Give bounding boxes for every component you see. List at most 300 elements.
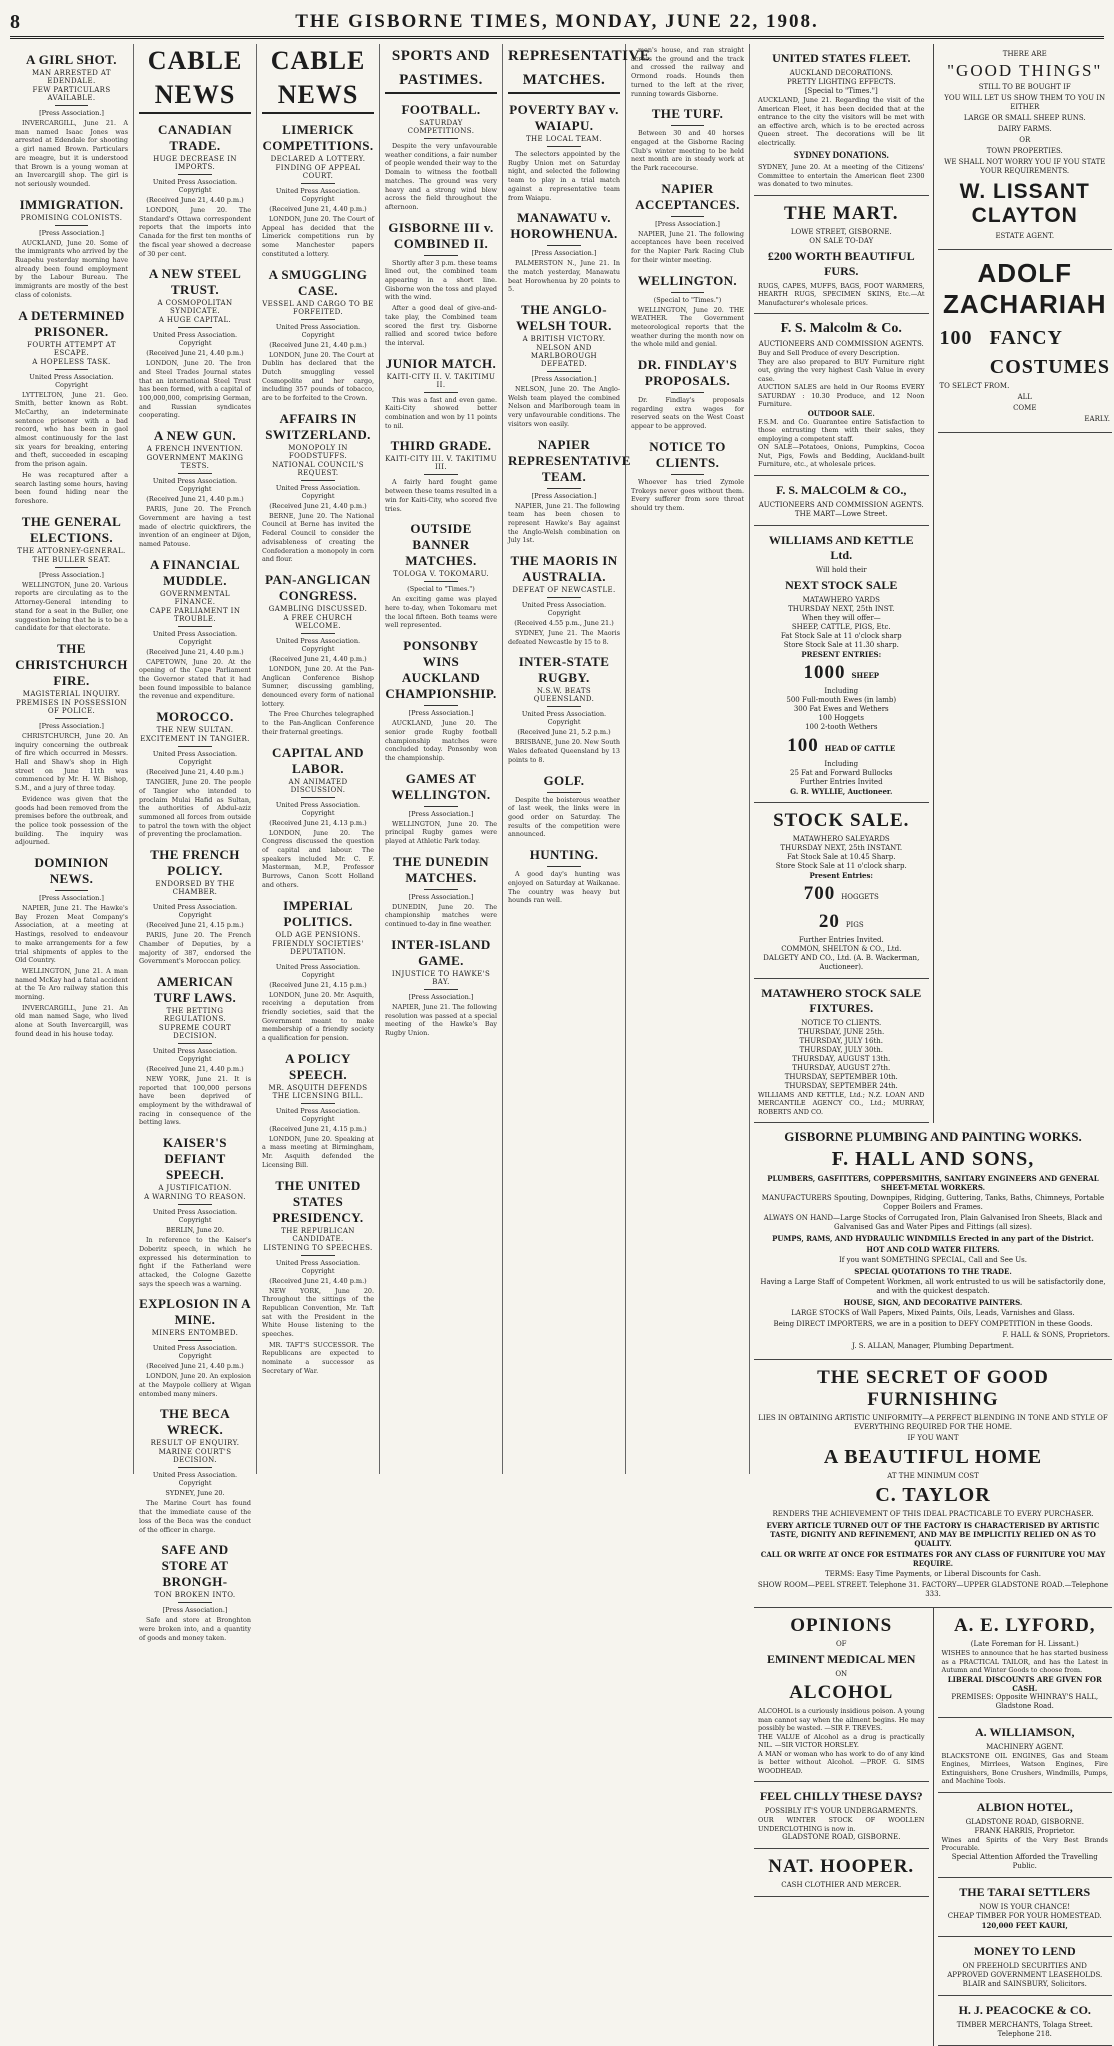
peacocke-tel: Telephone 218. <box>997 2029 1052 2038</box>
story-subheading: AN ANIMATED DISCUSSION. <box>288 777 348 794</box>
opinions-advert <box>754 1608 929 1782</box>
story-dateline: (Received June 21, 4.40 p.m.) <box>269 340 367 349</box>
headline-rule <box>55 225 89 226</box>
plumbing-headline: GISBORNE PLUMBING AND PAINTING WORKS. <box>784 1129 1082 1144</box>
story-subheading: A WARNING TO REASON. <box>144 1193 246 1202</box>
story-credit: [Press Association.] <box>39 228 104 237</box>
story-headline: A GIRL SHOT. <box>26 52 117 67</box>
story-credit: United Press Association. Copyright <box>152 903 238 920</box>
outdoor-sale-head: OUTDOOR SALE. <box>807 408 875 418</box>
clayton-role: ESTATE AGENT. <box>995 232 1055 240</box>
outdoor-sale-body: F.S.M. and Co. Guarantee entire Satisfaction to those entrusting them with their sales, they employing a competent staff. <box>758 417 925 443</box>
story-headline: GOLF. <box>543 772 585 788</box>
news-story <box>139 557 251 702</box>
story-credit: United Press Association. Copyright <box>152 477 238 494</box>
headline-rule <box>301 319 335 320</box>
story-paragraph: DUNEDIN, June 20. The championship matches were continued to-day in fine weather. <box>385 902 497 929</box>
story-paragraph: Safe and store at Bronghton were broken into, and a quantity of goods and money taken. <box>139 1616 251 1642</box>
news-story <box>385 854 497 929</box>
albion-prop: FRANK HARRIS, Proprietor. <box>974 1826 1076 1835</box>
stocksale-further: Further Entries Invited. <box>798 935 884 944</box>
news-story <box>139 122 251 258</box>
hooper-advert <box>754 1849 929 1897</box>
headline-rule <box>55 369 89 370</box>
plumbing-name: F. HALL AND SONS, <box>831 1148 1035 1170</box>
story-headline: THIRD GRADE. <box>390 438 492 454</box>
story-headline: WELLINGTON. <box>637 272 738 288</box>
secret-terms: TERMS: Easy Time Payments, or Liberal Discounts for Cash. <box>825 1570 1041 1578</box>
opinions-head: OPINIONS <box>790 1615 893 1636</box>
story-headline: A NEW GUN. <box>153 428 237 444</box>
story-subheading: A FREE CHURCH WELCOME. <box>283 613 353 630</box>
zachariah-all: ALL <box>1017 393 1032 401</box>
feel-address: GLADSTONE ROAD, GISBORNE. <box>782 1833 901 1841</box>
story-headline: A FINANCIAL MUDDLE. <box>150 556 240 588</box>
story-headline: THE FRENCH POLICY. <box>150 847 240 879</box>
story-headline: A DETERMINED PRISONER. <box>18 307 125 339</box>
plumbing-trades: PLUMBERS, GASFITTERS, COPPERSMITHS, SANITARY ENGINEERS AND GENERAL SHEET-METAL WORKERS. <box>767 1174 1099 1192</box>
good-things-advert <box>938 44 1113 250</box>
headline-rule <box>547 488 581 489</box>
news-story <box>631 181 744 265</box>
story-credit: [Press Association.] <box>408 709 474 718</box>
lyford-name: A. E. LYFORD, <box>953 1615 1096 1636</box>
story-subheading: GAMBLING DISCUSSED. <box>268 604 368 613</box>
stocksale-date: THURSDAY NEXT, 25th INSTANT. <box>780 843 903 852</box>
williams-e3: 100 Hoggets <box>818 713 864 722</box>
clayton-name: W. LISSANT CLAYTON <box>959 180 1090 227</box>
story-headline: AFFAIRS IN SWITZERLAND. <box>265 410 371 442</box>
column-5 <box>503 44 651 1474</box>
column-4 <box>380 44 503 1474</box>
malcolm-advert <box>754 314 929 476</box>
lyford-premises: PREMISES: Opposite WHINRAY'S HALL, Gladstone Road. <box>951 1692 1099 1710</box>
zachariah-name: ADOLF ZACHARIAH <box>942 258 1107 319</box>
story-credit: United Press Association. Copyright <box>152 1471 238 1488</box>
story-subheading: THE REPUBLICAN CANDIDATE. <box>281 1226 355 1243</box>
malcolm2-mart: THE MART—Lowe Street. <box>794 509 888 518</box>
story-headline: IMPERIAL POLITICS. <box>283 897 353 929</box>
williams-kettle-advert <box>754 526 929 803</box>
opinions-on: ON <box>835 1670 848 1678</box>
story-headline: THE ANGLO-WELSH TOUR. <box>516 302 612 334</box>
story-dateline: (Received June 21, 4.13 p.m.) <box>269 818 367 827</box>
zachariah-early: EARLY. <box>1084 415 1110 423</box>
story-headline: OUTSIDE BANNER MATCHES. <box>405 521 477 569</box>
headline-rule <box>424 889 458 890</box>
williams-date: THURSDAY NEXT, 25th INST. <box>788 604 895 613</box>
story-credit: (Special to "Times.") <box>407 585 475 594</box>
story-paragraph: BERNE, June 20. The National Council at Berne has invited the Federal Council to consider the advisableness of creating the Confederation a monopoly in corn and flour. <box>262 511 374 564</box>
story-headline: DOMINION NEWS. <box>34 855 109 887</box>
story-headline: SAFE AND STORE AT BRONGH- <box>161 1542 229 1590</box>
headline-rule <box>301 1255 335 1256</box>
story-headline: IMMIGRATION. <box>19 196 124 212</box>
news-story <box>262 898 374 1043</box>
story-headline: EXPLOSION IN A MINE. <box>139 1296 251 1328</box>
column-6 <box>626 44 750 1474</box>
story-paragraph: NAPIER, June 21. The Hawke's Bay Frozen Meat Company's Association, at a meeting at Hastings, resolved to endeavour to make arrangements for a few trial shipments of apples to the Old Country. <box>15 904 128 965</box>
story-paragraph: A fairly hard fought game between these teams resulted in a win for Kaiti-City, who scored five tries. <box>385 478 497 513</box>
zachariah-come: COME <box>1013 404 1037 412</box>
story-dateline: (Received June 21, 4.40 p.m.) <box>146 647 244 656</box>
williamson-sub: MACHINERY AGENT. <box>986 1742 1064 1751</box>
stocksale-headline: STOCK SALE. <box>773 809 910 831</box>
williams-stock: SHEEP, CATTLE, PIGS, Etc. <box>791 622 891 631</box>
williams-name: WILLIAMS AND KETTLE Ltd. <box>768 532 914 562</box>
story-subheading: NELSON AND MARLBOROUGH DEFEATED. <box>530 344 598 369</box>
fixture-date: THURSDAY, JULY 30th. <box>799 1045 883 1054</box>
headline-rule <box>178 1204 212 1205</box>
story-credit: [Press Association.] <box>408 992 474 1001</box>
kauri-feet: 120,000 FEET KAURI, <box>981 1920 1068 1930</box>
story-credit: [Press Association.] <box>39 109 104 117</box>
headline-rule <box>547 792 581 793</box>
story-credit: United Press Association. Copyright <box>152 1208 238 1225</box>
stocksale-n2: 20 <box>818 910 840 932</box>
williams-present: PRESENT ENTRIES: <box>801 649 882 659</box>
story-headline: THE DUNEDIN MATCHES. <box>393 853 489 885</box>
money-advert <box>938 1937 1113 1996</box>
fleet-article <box>754 44 929 196</box>
plumbing-direct: Being DIRECT IMPORTERS, we are in a position to DEFY COMPETITION in these Goods. <box>773 1320 1093 1328</box>
story-credit: United Press Association. Copyright <box>275 187 361 203</box>
story-paragraph: LONDON, June 20. An explosion at the Maypole colliery at Wigan entombed many miners. <box>139 1372 251 1398</box>
stocksale-n1: 700 <box>803 882 836 904</box>
story-paragraph: NEW YORK, June 21. It is reported that 100,000 persons have been deprived of employment by the withdrawal of racing in consequence of the betting laws. <box>139 1074 251 1127</box>
feel-chilly-advert <box>754 1782 929 1849</box>
news-story <box>508 773 620 840</box>
news-story <box>139 1296 251 1398</box>
story-headline: HUNTING. <box>529 847 599 863</box>
story-subheading: MAN ARRESTED AT EDENDALE. <box>31 69 112 85</box>
news-story <box>385 438 497 513</box>
story-subheading: TOLOGA V. TOKOMARU. <box>393 570 489 579</box>
story-dateline: (Received June 21, 4.15 p.m.) <box>269 980 367 989</box>
matawhero-headline: MATAWHERO STOCK SALE FIXTURES. <box>761 985 922 1015</box>
story-credit: [Press Association.] <box>531 249 597 258</box>
secret-show: SHOW ROOM—PEEL STREET. Telephone 31. FACTORY—UPPER GLADSTONE ROAD.—Telephone 333. <box>757 1581 1109 1598</box>
mart-location: LOWE STREET, GISBORNE. <box>790 227 892 236</box>
news-story <box>508 302 620 429</box>
news-story <box>508 436 631 546</box>
story-paragraph: BRISBANE, June 20. New South Wales defeated Queensland by 13 points to 8. <box>508 738 620 764</box>
peacocke-name: H. J. PEACOCKE & CO. <box>958 2002 1091 2017</box>
news-story <box>15 52 128 189</box>
story-subheading: MAGISTERIAL INQUIRY. <box>22 689 121 698</box>
headline-rule <box>178 1602 212 1603</box>
story-paragraph: This was a fast and even game. Kaiti-City showed better combination and won by 11 points to nil. <box>385 395 497 430</box>
plumbing-mgr: J. S. ALLAN, Manager, Plumbing Department. <box>852 1342 1014 1350</box>
story-subheading: GOVERNMENT MAKING TESTS. <box>146 454 244 471</box>
headline-rule <box>55 105 89 106</box>
lyford-sub: (Late Foreman for H. Lissant.) <box>970 1640 1079 1648</box>
story-credit: [Press Association.] <box>39 721 104 730</box>
story-paragraph: He was recaptured after a search lasting some hours, having been found hiding near the foreshore. <box>15 470 128 505</box>
mart-headline: THE MART. <box>783 202 899 224</box>
story-credit: United Press Association. Copyright <box>275 800 361 817</box>
story-paragraph: The selectors appointed by the Rugby Union met on Saturday night, and selected the following team to play in a trial match against a representative team from Waiapu. <box>508 150 620 202</box>
news-story <box>139 1542 251 1642</box>
secret-home: A BEAUTIFUL HOME <box>823 1446 1043 1468</box>
fleet-headline: UNITED STATES FLEET. <box>772 51 911 65</box>
malcolm-advert-2 <box>754 476 929 526</box>
story-headline: POVERTY BAY v. WAIAPU. <box>509 102 619 133</box>
opinions-q1: ALCOHOL is a curiously insidious poison. A young man cannot say when the ailment begins. He may possibly be wasted. —SIR F. TREVES. <box>758 1707 925 1732</box>
tarai-now: NOW IS YOUR CHANCE! <box>979 1902 1071 1911</box>
opinions-alcohol: ALCOHOL <box>789 1682 894 1703</box>
plumbing-house: HOUSE, SIGN, AND DECORATIVE PAINTERS. <box>843 1298 1023 1307</box>
story-credit: United Press Association. Copyright <box>152 178 238 194</box>
williams-further: Further Entries Invited <box>799 777 883 786</box>
story-credit: United Press Association. Copyright <box>152 629 238 646</box>
tarai-cheap: CHEAP TIMBER FOR YOUR HOMESTEAD. <box>947 1911 1102 1920</box>
headline-rule <box>671 292 705 293</box>
news-story <box>139 847 251 966</box>
albion-name: ALBION HOTEL, <box>976 1799 1073 1814</box>
headline-rule <box>547 146 581 147</box>
lyford-body: WISHES to announce that he has started business as a PRACTICAL TAILOR, and has the Latest in Autumn and Winter Goods to choose from. <box>941 1649 1108 1674</box>
story-paragraph: LONDON, June 20. The Standard's Ottawa correspondent reports that the imports into Canada for the first ten months of the fiscal year showed a decrease of 30 per cent. <box>139 206 251 258</box>
money-sig: BLAIR and SAINSBURY, Solicitors. <box>962 1979 1087 1988</box>
story-headline: GISBORNE III v. COMBINED II. <box>388 219 494 251</box>
news-story <box>139 1135 251 1288</box>
headline-rule <box>301 797 335 798</box>
story-headline: PAN-ANGLICAN CONGRESS. <box>265 571 371 603</box>
story-dateline: (Received June 21, 4.40 p.m.) <box>146 768 244 777</box>
williams-n2: 100 <box>787 734 819 756</box>
story-paragraph: LONDON, June 20. The Iron and Steel Trades Journal states that an international Steel Trust has been formed, with a capital of 100,000,000, comprising German, and Russian syndicates cooperating. <box>139 359 251 420</box>
williams-u2: HEAD OF CATTLE <box>824 743 896 753</box>
story-subheading: THE BETTING REGULATIONS. <box>163 1006 227 1023</box>
news-story <box>508 102 620 202</box>
albion-loc: GLADSTONE ROAD, GISBORNE. <box>965 1817 1084 1826</box>
williams-n1: 1000 <box>803 661 846 683</box>
mart-furs: £200 WORTH BEAUTIFUL FURS. <box>767 248 915 278</box>
headline-rule <box>301 1103 335 1104</box>
story-subheading: A HOPELESS TASK. <box>32 357 111 366</box>
story-paragraph: INVERCARGILL, June 21. An old man named Sage, who lived alone at South Invercargill, was found dead in his house today. <box>15 1003 128 1038</box>
williams-incl: Including <box>824 686 859 695</box>
story-subheading: THE ATTORNEY-GENERAL. <box>17 546 126 555</box>
story-paragraph: INVERCARGILL, June 21. A man named Isaac Jones was arrested at Edendale for shooting a girl named Brown. Particulars are meagre, but it is understood that Brown is a young woman at an Invercargill shop. The girl is not seriously wounded. <box>15 119 128 188</box>
secret-name: C. TAYLOR <box>875 1484 991 1506</box>
story-dateline: (Received June 21, 4.40 p.m.) <box>269 205 367 213</box>
column-2 <box>134 44 257 1642</box>
headline-rule <box>178 899 212 900</box>
news-story <box>508 847 620 905</box>
news-story <box>15 514 128 633</box>
williams-sale: NEXT STOCK SALE <box>785 577 898 592</box>
story-paragraph: WELLINGTON, June 20. THE WEATHER. The Government meteorological reports that the weather during the month now on the whole mild and genial. <box>631 305 744 349</box>
story-headline: NAPIER ACCEPTANCES. <box>635 180 740 212</box>
news-story <box>385 771 497 846</box>
fleet-subhead: AUCKLAND DECORATIONS. <box>789 69 893 77</box>
story-headline: CANADIAN TRADE. <box>158 122 232 153</box>
headline-rule <box>301 633 335 634</box>
stocksale-sig: COMMON, SHELTON & CO., Ltd. <box>781 944 902 953</box>
story-credit: [Press Association.] <box>408 809 474 818</box>
fleet-subhead-2: PRETTY LIGHTING EFFECTS. <box>786 78 896 86</box>
matawhero-fixtures <box>754 979 929 1124</box>
story-headline: FOOTBALL. <box>401 102 481 117</box>
stocksale-loc: MATAWHERO SALEYARDS <box>792 834 890 843</box>
column-3 <box>257 44 380 1474</box>
headline-rule <box>424 138 458 139</box>
plumbing-pumps: PUMPS, RAMS, AND HYDRAULIC WINDMILLS Erected in any part of the District. <box>772 1234 1094 1243</box>
headline-rule <box>178 1043 212 1044</box>
williamson-name: A. WILLIAMSON, <box>975 1724 1075 1739</box>
story-subheading: DECLARED A LOTTERY. <box>270 155 366 163</box>
williams-e4: 100 2-tooth Wethers <box>805 722 878 731</box>
story-subheading: A BRITISH VICTORY. <box>522 335 606 344</box>
good-line7: OR <box>1019 136 1031 144</box>
story-paragraph: LONDON, June 20. At the Pan-Anglican Conference Bishop Sumner, discussing gambling, denounced every form of national lottery. <box>262 664 374 708</box>
story-paragraph: Despite the very unfavourable weather conditions, a fair number of people wended their way to the Domain to witness the football matches. The ground was very heavy and a strong wind blew across the field throughout the afternoon. <box>385 142 497 211</box>
news-story <box>139 1406 251 1534</box>
news-story <box>508 553 620 646</box>
plumbing-sig: F. HALL & SONS, Proprietors. <box>1002 1331 1110 1339</box>
story-dateline: (Received June 21, 5.2 p.m.) <box>517 728 611 737</box>
story-paragraph: A good day's hunting was enjoyed on Saturday at Waikanae. The country was heavy but hounds ran well. <box>508 870 620 905</box>
story-headline: THE MAORIS IN AUSTRALIA. <box>510 553 618 585</box>
story-paragraph: Between 30 and 40 horses engaged at the Gisborne Racing Club's winter meeting to be held next month are in steady work at the Park racecourse. <box>631 129 744 173</box>
news-story <box>15 641 128 847</box>
story-headline: JUNIOR MATCH. <box>385 355 497 371</box>
stocksale-fat: Fat Stock Sale at 10.45 Sharp. <box>787 852 896 861</box>
news-story <box>262 1178 374 1376</box>
story-subheading: TON BROKEN INTO. <box>154 1591 236 1600</box>
malcolm-body-3: AUCTION SALES are held in Our Rooms EVERY SATURDAY : 10.30 Produce, and 12 Noon Furniture. <box>758 383 925 408</box>
story-subheading: FEW PARTICULARS AVAILABLE. <box>32 86 111 102</box>
story-subheading: A COSMOPOLITAN SYNDICATE. <box>157 299 233 316</box>
headline-rule <box>671 216 705 217</box>
news-story <box>139 709 251 839</box>
zachariah-count: 100 <box>939 327 973 349</box>
story-paragraph: LONDON, June 20. The Congress discussed the question of capital and labour. The speakers included Mr. C. F. Masterman, M.P., Professor Burrows, Canon Scott Holland and others. <box>262 828 374 889</box>
story-dateline: (Received June 21, 4.40 p.m.) <box>146 1362 244 1371</box>
story-paragraph: MR. TAFT'S SUCCESSOR. The Republicans are expected to nominate a successor as Secretary of War. <box>262 1340 374 1375</box>
story-subheading: N.S.W. BEATS QUEENSLAND. <box>533 687 595 704</box>
story-subheading: THE BULLER SEAT. <box>32 555 111 564</box>
story-subheading: HUGE DECREASE IN IMPORTS. <box>153 155 237 171</box>
story-paragraph: WELLINGTON, June 21. A man named McKay had a fatal accident at the Te Aro railway station this morning. <box>15 966 128 1002</box>
story-subheading: VESSEL AND CARGO TO BE FORFEITED. <box>262 299 374 316</box>
headline-rule <box>301 183 335 184</box>
story-credit: United Press Association. Copyright <box>29 372 114 389</box>
albion-advert <box>938 1793 1113 1878</box>
malcolm2-sub: AUCTIONEERS AND COMMISSION AGENTS. <box>758 500 924 509</box>
story-credit: United Press Association. Copyright <box>152 750 238 767</box>
fixture-date: THURSDAY, AUGUST 27th. <box>792 1063 891 1072</box>
story-credit: [Press Association.] <box>655 219 720 228</box>
story-dateline: (Received June 21, 4.40 p.m.) <box>269 501 367 510</box>
story-subheading: KAITI-CITY III. V. TAKITIMU III. <box>385 455 497 472</box>
story-headline: MOROCCO. <box>156 709 234 725</box>
story-dateline: (Received June 21, 4.40 p.m.) <box>269 654 367 663</box>
story-paragraph: WELLINGTON, June 20. The principal Rugby games were played at Athletic Park today. <box>385 819 497 846</box>
news-story <box>508 210 620 294</box>
news-story <box>262 267 374 403</box>
story-credit: [Press Association.] <box>39 570 104 579</box>
fixture-date: THURSDAY, SEPTEMBER 24th. <box>784 1081 898 1090</box>
story-paragraph: Shortly after 3 p.m. these teams lined out, the combined team appearing in a short line. Gisborne won the toss and played with the wind. <box>385 258 497 302</box>
secret-every: EVERY ARTICLE TURNED OUT OF THE FACTORY IS CHARACTERISED BY ARTISTIC TASTE, DIGNITY AND REFINEMENT, AND MAY BE IMPLICITLY RELIED ON AS TO QUALITY. <box>766 1521 1100 1548</box>
story-headline: THE GENERAL ELECTIONS. <box>21 513 122 545</box>
story-paragraph: men's house, and ran straight across the ground and the track and crossed the railway and Ormond roads. Hounds then turned to the left at the river, running towards Gisborne. <box>631 46 744 98</box>
malcolm-onsale: ON SALE—Potatoes, Onions, Pumpkins, Cocoa Nut, Pigs, Fowls and Bedding, Auckland-built Furniture, etc., at wholesale prices. <box>758 443 925 468</box>
stocksale-u2: PIGS <box>845 920 864 929</box>
story-subheading: RESULT OF ENQUIRY. <box>150 1439 240 1448</box>
opinions-men: EMINENT MEDICAL MEN <box>767 1652 916 1666</box>
headline-rule <box>671 125 705 126</box>
story-paragraph: The Free Churches telegraphed to the Pan-Anglican Conference their fraternal greetings. <box>262 710 374 736</box>
plumbing-special: SPECIAL QUOTATIONS TO THE TRADE. <box>854 1267 1012 1276</box>
matawhero-sig: WILLIAMS AND KETTLE, Ltd.; N.Z. LOAN AND MERCANTILE AGENCY CO., Ltd.; MURRAY, ROBERTS AND CO. <box>758 1090 925 1116</box>
mart-body: RUGS, CAPES, MUFFS, BAGS, FOOT WARMERS, HEARTH RUGS, SPECIMEN SKINS, Etc.—At Manufacturer's wholesale prices. <box>758 281 925 307</box>
headline-rule <box>178 1340 212 1341</box>
news-story <box>631 357 744 431</box>
story-paragraph: CHRISTCHURCH, June 20. An inquiry concerning the outbreak of fire which occurred in Messrs. Hall and Shaw's shop in High street on June 11th was commenced by Mr. H. W. Bishop, S.M., and a jury of three today. <box>15 731 128 793</box>
story-headline: NOTICE TO CLIENTS. <box>649 438 726 470</box>
opinions-q2: THE VALUE of Alcohol as a drug is practically NIL. —SIR VICTOR HORSLEY. <box>758 1732 925 1749</box>
plumbing-stock: ALWAYS ON HAND—Large Stocks of Corrugated Iron, Plain Galvanised Iron Sheets, Black and Galvanised Gas and Water Pipes and Fittings (all sizes). <box>763 1214 1103 1231</box>
story-credit: United Press Association. Copyright <box>275 322 361 339</box>
story-paragraph: AUCKLAND, June 20. Some of the immigrants who arrived by the Ruapehu yesterday morning have already been found employment by the Labour Bureau. The immigrants are mostly of the best class of colonists. <box>15 238 128 299</box>
story-credit: United Press Association. Copyright <box>275 483 361 500</box>
secret-call: CALL OR WRITE AT ONCE FOR ESTIMATES FOR ANY CLASS OF FURNITURE YOU MAY REQUIRE. <box>760 1550 1106 1568</box>
story-subheading: GOVERNMENTAL FINANCE. <box>160 589 230 606</box>
story-paragraph: An exciting game was played here to-day, when Tokomaru met the local fifteen. Both teams were well represented. <box>385 595 497 630</box>
headline-rule <box>424 474 458 475</box>
feel-bottom: OUR WINTER STOCK OF WOOLLEN UNDERCLOTHING is now in. <box>758 1816 925 1833</box>
story-dateline: (Received June 21, 4.40 p.m.) <box>146 196 244 204</box>
mart-onsale: ON SALE TO-DAY <box>809 236 874 245</box>
news-story <box>631 46 744 98</box>
donations-body: SYDNEY, June 20. At a meeting of the Citizens' Committee to entertain the American fleet 2300 was donated to two minutes. <box>758 163 925 188</box>
headline-rule <box>671 474 705 475</box>
headline-rule <box>178 327 212 328</box>
story-paragraph: PARIS, June 20. The French Government are having a test made of electric quickfirers, the invention of an engineer at Dijon, named Patouse. <box>139 505 251 548</box>
headline-rule <box>547 371 581 372</box>
story-subheading: A JUSTIFICATION. <box>158 1184 232 1193</box>
williams-e1: 500 Full-mouth Ewes (in lamb) <box>786 695 897 704</box>
story-subheading: PREMISES IN POSSESSION OF POLICE. <box>16 698 127 715</box>
story-paragraph: LONDON, June 20. Mr. Asquith, receiving a deputation from friendly societies, said that the Government meant to make membership of a friendly society a qualification for pension. <box>262 990 374 1043</box>
news-story <box>385 638 497 763</box>
story-subheading: THE LOCAL TEAM. <box>525 135 602 143</box>
secret-want: IF YOU WANT <box>907 1434 959 1442</box>
story-dateline: (Received June 21, 4.15 p.m.) <box>269 1124 367 1133</box>
lyford-discounts: LIBERAL DISCOUNTS ARE GIVEN FOR CASH. <box>947 1674 1102 1693</box>
williams-store: Store Stock Sale at 11.30 sharp. <box>783 640 899 649</box>
news-story <box>385 937 497 1038</box>
tarai-advert <box>938 1878 1113 1937</box>
headline-rule <box>547 597 581 598</box>
col2-banner: CABLE NEWS <box>139 44 251 114</box>
page-number: 8 <box>10 10 20 33</box>
story-paragraph: NEW YORK, June 20. Throughout the sittings of the Republican Convention, Mr. Taft sat with the President in the White House listening to the speeches. <box>262 1286 374 1339</box>
lyford-advert <box>938 1608 1113 1718</box>
plumbing-advert <box>754 1123 1112 1360</box>
matawhero-dates <box>758 1028 925 1091</box>
story-dateline: (Received June 21, 4.40 p.m.) <box>146 495 244 504</box>
fixture-date: THURSDAY, SEPTEMBER 10th. <box>784 1072 898 1081</box>
story-subheading: EXCITEMENT IN TANGIER. <box>140 735 250 744</box>
fixture-date: THURSDAY, AUGUST 13th. <box>792 1054 891 1063</box>
story-subheading: MINERS ENTOMBED. <box>151 1329 239 1338</box>
headline-rule <box>424 392 458 393</box>
